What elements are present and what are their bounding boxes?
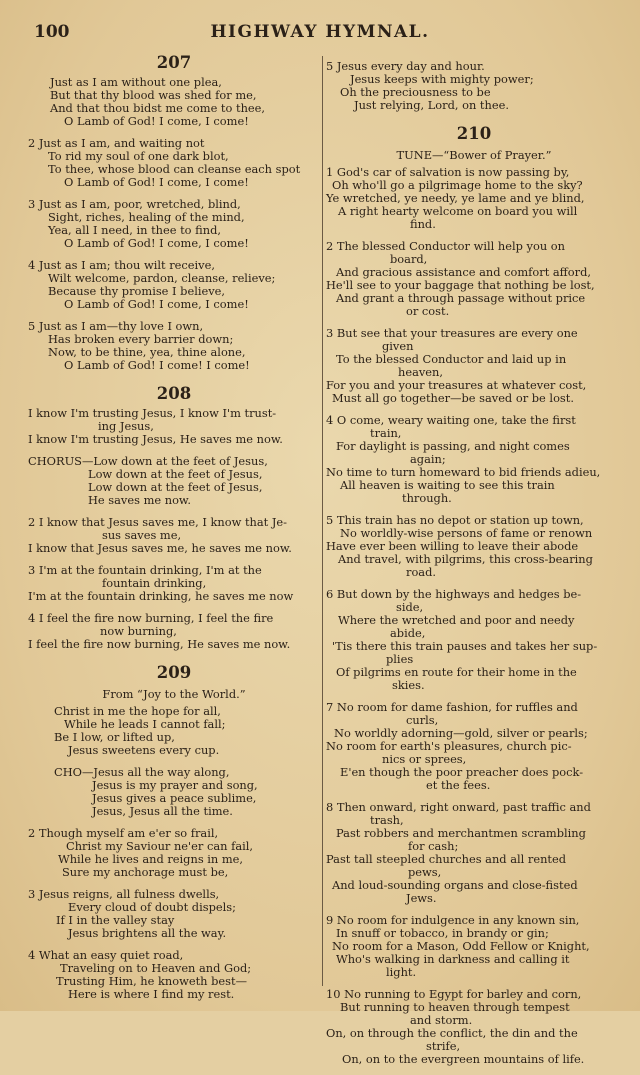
hymn-208 — [28, 407, 320, 651]
verse-line: 3 I'm at the fountain drinking, I'm at the — [28, 563, 262, 577]
verse-line: Christ in me the hope for all, — [54, 704, 221, 718]
verse-line: To rid my soul of one dark blot, — [48, 149, 229, 163]
verse-line: 3 Jesus reigns, all fulness dwells, — [28, 887, 220, 901]
verse-line: Past tall steepled churches and all rented — [326, 852, 567, 866]
verse-line: On, on to the evergreen mountains of life. — [342, 1052, 585, 1066]
verse-line: Traveling on to Heaven and God; — [60, 961, 252, 975]
verse-line: 7 No room for dame fashion, for ruffles and — [326, 700, 578, 714]
verse-line: I know I'm trusting Jesus, I know I'm trust- — [28, 406, 277, 420]
verse-line: And that thou bidst me come to thee, — [50, 101, 266, 115]
hymn-number-210: 210 — [456, 124, 492, 143]
verse-line: plies — [386, 652, 414, 666]
verse-line: No room for a Mason, Odd Fellow or Knight, — [332, 939, 590, 953]
verse-line: CHO—Jesus all the way along, — [54, 765, 230, 779]
verse — [326, 240, 622, 318]
hymn-number-208: 208 — [156, 384, 192, 403]
verse-line: He'll see to your baggage that nothing be lost, — [326, 278, 595, 292]
verse-line: Oh the preciousness to be — [340, 85, 491, 99]
hymn-209 — [28, 705, 320, 1001]
verse-line: Jews. — [406, 891, 437, 905]
verse-line: skies. — [392, 678, 425, 692]
verse-line: 2 The blessed Conductor will help you on — [326, 239, 565, 253]
verse-line: While he lives and reigns in me, — [58, 852, 244, 866]
verse-line: O Lamb of God! I come, I come! — [64, 175, 249, 189]
verse — [28, 320, 320, 372]
verse-line: Christ my Saviour ne'er can fail, — [66, 839, 254, 853]
verse — [28, 516, 320, 555]
verse-line: Now, to be thine, yea, thine alone, — [48, 345, 246, 359]
verse-line: or cost. — [406, 304, 450, 318]
verse — [28, 137, 320, 189]
verse-line: et the fees. — [426, 778, 491, 792]
verse-line: Be I low, or lifted up, — [54, 730, 175, 744]
verse-line: now burning, — [100, 624, 177, 638]
verse — [326, 588, 622, 692]
verse-line: To the blessed Conductor and laid up in — [336, 352, 567, 366]
verse — [326, 514, 622, 579]
verse — [28, 766, 320, 818]
verse-line: No room for earth's pleasures, church pic- — [326, 739, 572, 753]
verse-line: 4 Just as I am; thou wilt receive, — [28, 258, 215, 272]
verse-line: again; — [410, 452, 446, 466]
verse-line: through. — [402, 491, 452, 505]
verse-line: To thee, whose blood can cleanse each spot — [48, 162, 301, 176]
verse-line: Who's walking in darkness and calling it — [336, 952, 570, 966]
verse-line: 9 No room for indulgence in any known sin, — [326, 913, 580, 927]
verse-line: Must all go together—be saved or be lost. — [332, 391, 574, 405]
verse-line: But running to heaven through tempest — [340, 1000, 570, 1014]
verse-line: Past robbers and merchantmen scrambling — [336, 826, 586, 840]
verse-line: 2 Though myself am e'er so frail, — [28, 826, 219, 840]
verse-line: O Lamb of God! I come! I come! — [64, 358, 250, 372]
right-column — [326, 60, 622, 1075]
verse-line: strife, — [426, 1039, 461, 1053]
verse-line: Jesus sweetens every cup. — [68, 743, 220, 757]
verse-line: No worldly adorning—gold, silver or pearls; — [334, 726, 588, 740]
verse-line: ing Jesus, — [98, 419, 154, 433]
verse-line: Jesus, Jesus all the time. — [92, 804, 233, 818]
verse-line: Trusting Him, he knoweth best— — [56, 974, 247, 988]
verse-line: Has broken every barrier down; — [48, 332, 234, 346]
verse-line: fountain drinking, — [102, 576, 207, 590]
verse-line: Jesus gives a peace sublime, — [92, 791, 257, 805]
verse-line: Just as I am without one plea, — [50, 75, 222, 89]
verse-line: A right hearty welcome on board you will — [338, 204, 578, 218]
verse-line: In snuff or tobacco, in brandy or gin; — [336, 926, 549, 940]
verse-line: I feel the fire now burning, He saves me now. — [28, 637, 291, 651]
verse-line: 3 But see that your treasures are every one — [326, 326, 578, 340]
verse — [28, 455, 320, 507]
verse-line: Here is where I find my rest. — [68, 987, 235, 1001]
verse-line: Yea, all I need, in thee to find, — [48, 223, 221, 237]
verse-line: E'en though the poor preacher does pock- — [340, 765, 584, 779]
left-column — [28, 50, 320, 1010]
verse-line: And loud-sounding organs and close-fisted — [332, 878, 578, 892]
verse-line: If I in the valley stay — [56, 913, 175, 927]
verse-line: Ye wretched, ye needy, ye lame and ye blind, — [326, 191, 585, 205]
verse-line: 8 Then onward, right onward, past traffic and — [326, 800, 591, 814]
verse-line: curls, — [406, 713, 439, 727]
verse-line: I'm at the fountain drinking, he saves me now — [28, 589, 294, 603]
verse-line: Low down at the feet of Jesus, — [88, 480, 263, 494]
verse-line: Low down at the feet of Jesus, — [88, 467, 263, 481]
verse — [28, 827, 320, 879]
verse-line: While he leads I cannot fall; — [64, 717, 226, 731]
verse-line: All heaven is waiting to see this train — [340, 478, 555, 492]
verse-line: 1 God's car of salvation is now passing by, — [326, 165, 570, 179]
verse — [326, 414, 622, 505]
verse-line: For daylight is passing, and night comes — [336, 439, 570, 453]
hymn-207 — [28, 76, 320, 372]
verse-line: And travel, with pilgrims, this cross-bearing — [338, 552, 593, 566]
verse-line: trash, — [370, 813, 404, 827]
verse-line: board, — [390, 252, 428, 266]
verse — [326, 801, 622, 905]
hymn-209-continued — [326, 60, 622, 112]
hymn-210-tune: TUNE—“Bower of Prayer.” — [396, 148, 552, 162]
verse-line: 5 Just as I am—thy love I own, — [28, 319, 204, 333]
verse — [326, 914, 622, 979]
verse — [28, 76, 320, 128]
verse-line: 'Tis there this train pauses and takes her sup- — [332, 639, 598, 653]
book-title: HIGHWAY HYMNAL. — [210, 22, 430, 42]
verse-line: heaven, — [398, 365, 444, 379]
verse-line: 4 I feel the fire now burning, I feel the fire — [28, 611, 274, 625]
verse — [326, 60, 622, 112]
verse-line: He saves me now. — [88, 493, 191, 507]
verse-line: On, on through the conflict, the din and the — [326, 1026, 578, 1040]
verse — [28, 705, 320, 757]
verse-line: and storm. — [410, 1013, 473, 1027]
verse-line: Because thy promise I believe, — [48, 284, 226, 298]
verse-line: No time to turn homeward to bid friends adieu, — [326, 465, 601, 479]
verse — [326, 988, 622, 1066]
verse-line: abide, — [390, 626, 426, 640]
verse-line: CHORUS—Low down at the feet of Jesus, — [28, 454, 268, 468]
verse-line: 5 This train has no depot or station up town, — [326, 513, 584, 527]
verse-line: For you and your treasures at whatever cost, — [326, 378, 587, 392]
verse-line: Jesus is my prayer and song, — [92, 778, 258, 792]
verse-line: train, — [370, 426, 402, 440]
verse — [28, 612, 320, 651]
verse-line: And gracious assistance and comfort afford, — [336, 265, 591, 279]
verse-line: And grant a through passage without price — [336, 291, 586, 305]
verse-line: Sight, riches, healing of the mind, — [48, 210, 245, 224]
verse-line: 4 What an easy quiet road, — [28, 948, 184, 962]
verse-line: Where the wretched and poor and needy — [338, 613, 575, 627]
verse-line: 2 Just as I am, and waiting not — [28, 136, 205, 150]
verse-line: given — [382, 339, 414, 353]
verse-line: Sure my anchorage must be, — [62, 865, 229, 879]
verse-line: 5 Jesus every day and hour. — [326, 59, 485, 73]
verse-line: road. — [406, 565, 437, 579]
page-header — [0, 22, 640, 46]
hymn-210 — [326, 166, 622, 1066]
verse-line: But that thy blood was shed for me, — [50, 88, 257, 102]
verse-line: No worldly-wise persons of fame or renown — [340, 526, 593, 540]
verse-line: side, — [396, 600, 424, 614]
page-number: 100 — [34, 22, 70, 42]
verse — [28, 949, 320, 1001]
verse-line: Oh who'll go a pilgrimage home to the sky? — [332, 178, 583, 192]
verse-line: pews, — [408, 865, 442, 879]
verse — [28, 564, 320, 603]
verse-line: I know that Jesus saves me, he saves me now. — [28, 541, 292, 555]
verse — [28, 259, 320, 311]
verse-line: 4 O come, weary waiting one, take the first — [326, 413, 576, 427]
column-divider — [322, 56, 323, 986]
hymn-number-209: 209 — [156, 663, 192, 682]
verse — [326, 166, 622, 231]
verse-line: nics or sprees, — [382, 752, 467, 766]
verse-line: Wilt welcome, pardon, cleanse, relieve; — [48, 271, 276, 285]
verse — [28, 407, 320, 446]
hymn-209-tune: From “Joy to the World.” — [102, 687, 246, 701]
verse-line: 3 Just as I am, poor, wretched, blind, — [28, 197, 241, 211]
verse-line: O Lamb of God! I come, I come! — [64, 297, 249, 311]
verse — [326, 327, 622, 405]
verse-line: 6 But down by the highways and hedges be- — [326, 587, 582, 601]
verse — [28, 198, 320, 250]
verse-line: Just relying, Lord, on thee. — [354, 98, 509, 112]
verse-line: 2 I know that Jesus saves me, I know that Je- — [28, 515, 288, 529]
verse-line: sus saves me, — [102, 528, 182, 542]
verse-line: Jesus brightens all the way. — [68, 926, 227, 940]
verse-line: O Lamb of God! I come, I come! — [64, 114, 249, 128]
verse-line: Of pilgrims en route for their home in the — [336, 665, 577, 679]
verse — [326, 701, 622, 792]
verse-line: Jesus keeps with mighty power; — [350, 72, 534, 86]
verse-line: for cash; — [408, 839, 459, 853]
verse-line: Have ever been willing to leave their abode — [326, 539, 579, 553]
verse — [28, 888, 320, 940]
verse-line: O Lamb of God! I come, I come! — [64, 236, 249, 250]
verse-line: 10 No running to Egypt for barley and corn, — [326, 987, 582, 1001]
verse-line: light. — [386, 965, 417, 979]
verse-line: find. — [410, 217, 436, 231]
hymn-number-207: 207 — [156, 53, 192, 72]
verse-line: Every cloud of doubt dispels; — [68, 900, 236, 914]
verse-line: I know I'm trusting Jesus, He saves me now. — [28, 432, 283, 446]
